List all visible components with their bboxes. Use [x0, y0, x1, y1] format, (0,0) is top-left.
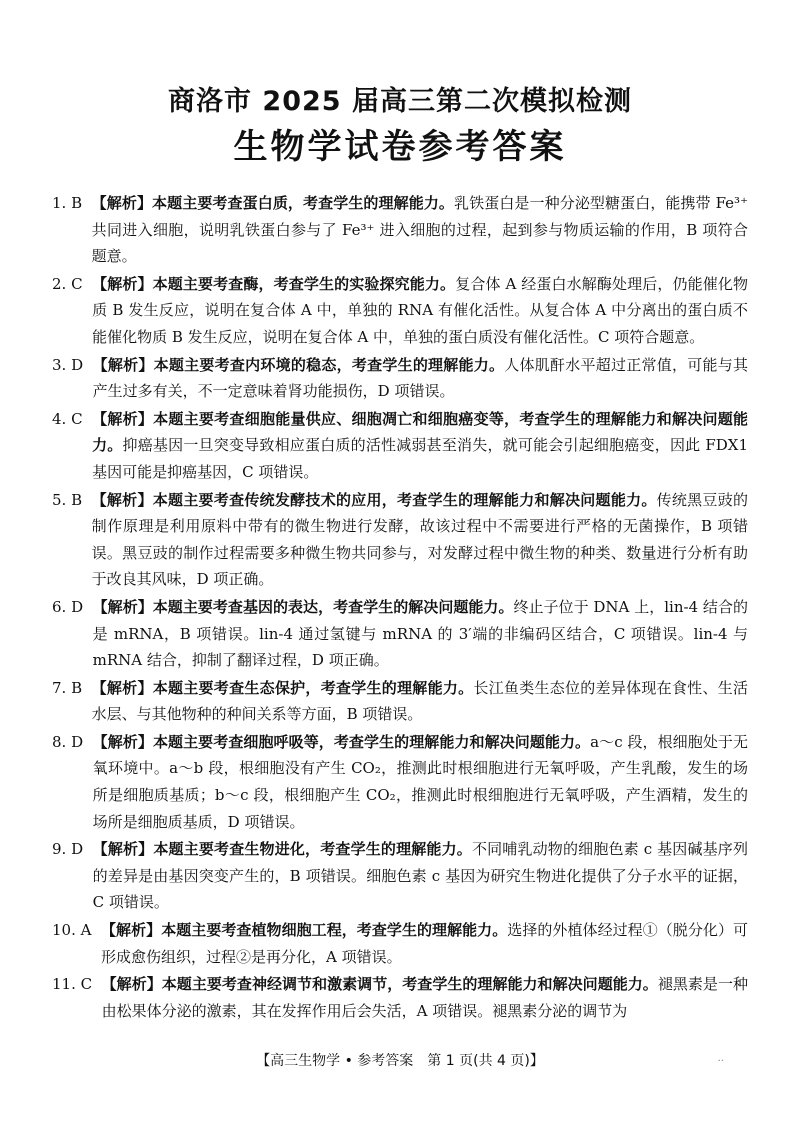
answer-text: 抑癌基因一旦突变导致相应蛋白质的活性减弱甚至消失，就可能会引起细胞癌变，因此 FDX1 基因可能是抑癌基因，C 项错误。 — [92, 436, 748, 481]
answer-lead: 【解析】本题主要考查植物细胞工程，考查学生的理解能力。 — [101, 921, 508, 940]
answer-lead: 【解析】本题主要考查传统发酵技术的应用，考查学生的理解能力和解决问题能力。 — [91, 490, 657, 509]
answer-item-8 — [52, 729, 748, 835]
answer-list — [52, 190, 748, 1024]
answer-text: 传统黑豆豉的制作原理是利用原料中带有的微生物进行发酵，故该过程中不需要进行严格的无菌操作，B 项错误。黑豆豉的制作过程需要多种微生物共同参与，对发酵过程中微生物的种类、数量进行分析有助于改良其风味，D 项正确。 — [91, 490, 748, 589]
answer-key-title: 生物学试卷参考答案 — [233, 127, 567, 167]
answer-text: 长江鱼类生态位的差异体现在食性、生活水层、与其他物种的种间关系等方面，B 项错误。 — [91, 678, 748, 724]
answer-item-3 — [52, 352, 748, 405]
answer-number: 11. C — [52, 975, 102, 994]
answer-number: 8. D — [52, 732, 93, 751]
answer-text: 选择的外植体经过程①（脱分化）可形成愈伤组织，过程②是再分化，A 项错误。 — [101, 921, 748, 966]
answer-lead: 【解析】本题主要考查神经调节和激素调节，考查学生的理解能力和解决问题能力。 — [101, 975, 658, 994]
answer-lead: 【解析】本题主要考查细胞呼吸等，考查学生的理解能力和解决问题能力。 — [92, 732, 591, 751]
answer-lead: 【解析】本题主要考查基因的表达，考查学生的解决问题能力。 — [92, 597, 514, 616]
answer-item-7 — [52, 675, 748, 728]
corner-mark: ·· — [717, 1056, 724, 1067]
answer-number: 10. A — [52, 921, 101, 940]
answer-number: 6. D — [52, 597, 93, 616]
answer-item-6 — [52, 594, 748, 674]
answer-text: 人体肌酐水平超过正常值，可能与其产生过多有关，不一定意味着肾功能损伤，D 项错误。 — [92, 355, 748, 401]
answer-number: 3. D — [52, 355, 93, 374]
answer-number: 2. C — [52, 274, 93, 293]
answer-item-4 — [52, 406, 748, 486]
answer-number: 7. B — [52, 678, 92, 697]
answer-lead: 【解析】本题主要考查生态保护，考查学生的理解能力。 — [91, 678, 474, 697]
answer-number: 5. B — [52, 490, 92, 509]
answer-text: 褪黑素是一种由松果体分泌的激素，其在发挥作用后会失活，A 项错误。褪黑素分泌的调节为 — [101, 975, 748, 1020]
answer-number: 9. D — [52, 840, 93, 859]
answer-item-11 — [52, 971, 748, 1024]
answer-number: 4. C — [52, 409, 93, 428]
answer-text: a～c 段，根细胞处于无氧环境中。a～b 段，根细胞没有产生 CO₂，推测此时根细胞进行无氧呼吸，产生乳酸，发生的场所是细胞质基质；b～c 段，根细胞产生 CO₂，推测此时根细胞进行无氧呼吸，产生酒精，发生的场所是细胞质基质，D 项错误。 — [92, 732, 748, 831]
answer-item-10 — [52, 917, 748, 970]
answer-number: 1. B — [52, 194, 92, 212]
answer-text: 复合体 A 经蛋白水解酶处理后，仍能催化物质 B 发生反应，说明在复合体 A 中，单独的 RNA 有催化活性。从复合体 A 中分离出的蛋白质不能催化物质 B 发生反应，说明在复合体 A 中，单独的蛋白质没有催化活性。C 项符合题意。 — [92, 274, 748, 346]
answer-item-2 — [52, 271, 748, 351]
answer-lead: 【解析】本题主要考查酶，考查学生的实验探究能力。 — [92, 274, 456, 293]
exam-title: 商洛市 2025 届高三第二次模拟检测 — [168, 86, 632, 117]
answer-lead: 【解析】本题主要考查蛋白质，考查学生的理解能力。 — [91, 194, 455, 212]
answer-lead: 【解析】本题主要考查细胞能量供应、细胞凋亡和细胞癌变等，考查学生的理解能力和解决问题能力。 — [92, 409, 748, 455]
answer-lead: 【解析】本题主要考查内环境的稳态，考查学生的理解能力。 — [92, 355, 505, 374]
page-footer: 【高三生物学 • 参考答案 第 1 页(共 4 页)】 — [256, 1053, 544, 1069]
answer-item-9 — [52, 836, 748, 916]
answer-item-1 — [52, 190, 748, 270]
answer-text: 乳铁蛋白是一种分泌型糖蛋白，能携带 Fe³⁺ 共同进入细胞，说明乳铁蛋白参与了 Fe³⁺ 进入细胞的过程，起到参与物质运输的作用，B 项符合题意。 — [91, 194, 748, 266]
answer-item-5 — [52, 487, 748, 593]
answer-lead: 【解析】本题主要考查生物进化，考查学生的理解能力。 — [92, 840, 472, 859]
answer-text: 不同哺乳动物的细胞色素 c 基因碱基序列的差异是由基因突变产生的，B 项错误。细胞色素 c 基因为研究生物进化提供了分子水平的证据，C 项错误。 — [92, 840, 748, 912]
answer-text: 终止子位于 DNA 上，lin-4 结合的是 mRNA，B 项错误。lin-4 通过氢键与 mRNA 的 3′端的非编码区结合，C 项错误。lin-4 与 mRNA 结合，抑制了翻译过程，D 项正确。 — [92, 597, 748, 670]
